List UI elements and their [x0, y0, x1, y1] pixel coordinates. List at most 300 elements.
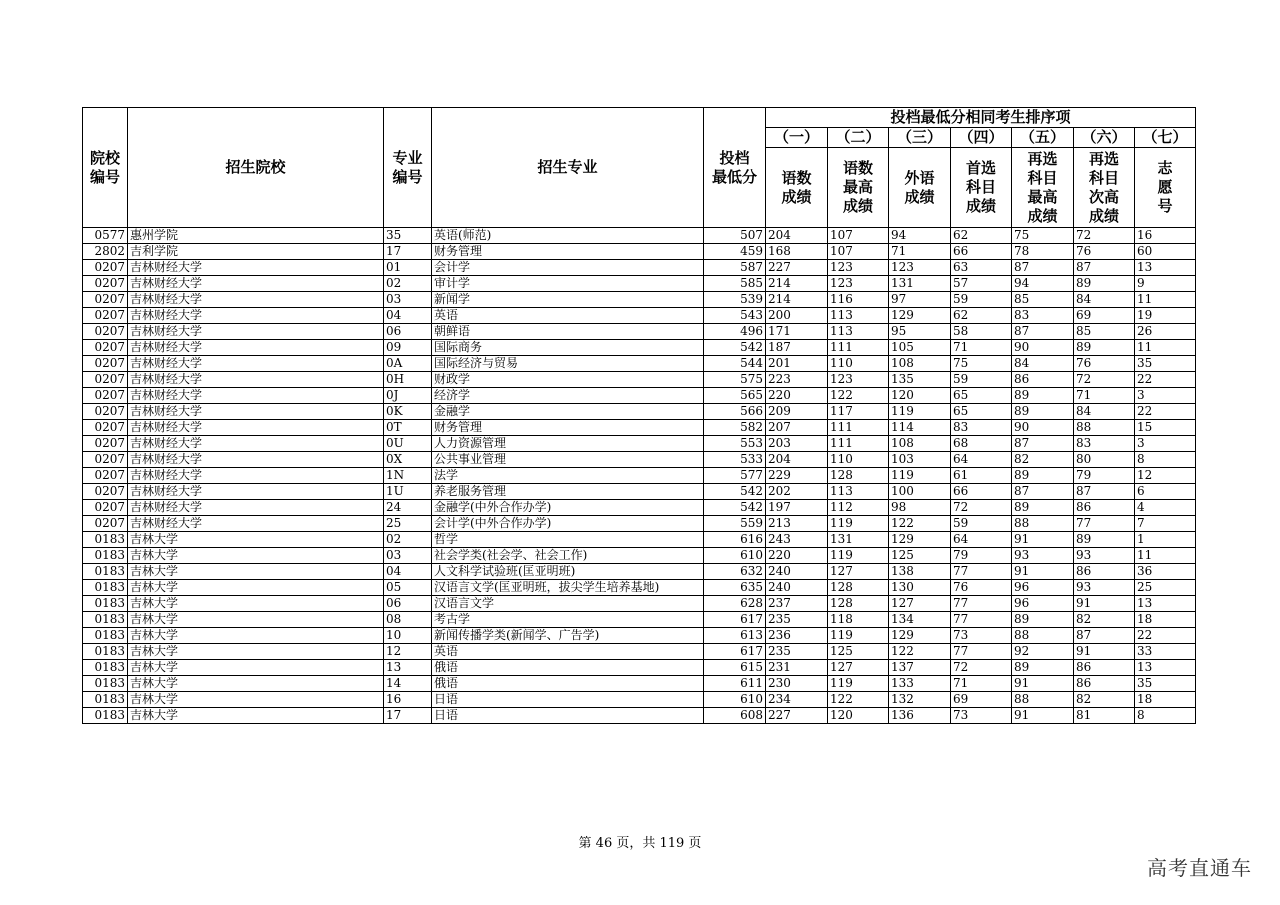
cell-major-name: 国际经济与贸易: [432, 356, 704, 372]
cell-major-code: 25: [384, 516, 432, 532]
cell-sort-4: 72: [951, 660, 1012, 676]
cell-sort-1: 204: [766, 228, 828, 244]
cell-school-code: 0183: [83, 564, 128, 580]
cell-sort-4: 72: [951, 500, 1012, 516]
cell-sort-2: 119: [828, 676, 889, 692]
cell-sort-3: 97: [889, 292, 951, 308]
cell-sort-5: 84: [1012, 356, 1074, 372]
cell-sort-1: 230: [766, 676, 828, 692]
cell-sort-7: 19: [1135, 308, 1196, 324]
cell-min-score: 542: [704, 340, 766, 356]
cell-sort-6: 72: [1074, 372, 1135, 388]
cell-sort-4: 63: [951, 260, 1012, 276]
cell-sort-5: 86: [1012, 372, 1074, 388]
cell-sort-1: 203: [766, 436, 828, 452]
table-row: [83, 372, 1196, 388]
cell-sort-2: 116: [828, 292, 889, 308]
cell-school-code: 0183: [83, 660, 128, 676]
header-sort-number: （五）: [1012, 128, 1074, 148]
cell-min-score: 613: [704, 628, 766, 644]
cell-sort-1: 213: [766, 516, 828, 532]
cell-school-name: 吉林财经大学: [128, 324, 384, 340]
table-row: [83, 484, 1196, 500]
cell-sort-7: 8: [1135, 452, 1196, 468]
cell-school-name: 吉林大学: [128, 612, 384, 628]
cell-school-code: 0183: [83, 692, 128, 708]
header-sort-label-line: 科目: [1088, 168, 1119, 187]
cell-sort-3: 125: [889, 548, 951, 564]
cell-school-code: 0183: [83, 628, 128, 644]
cell-sort-5: 88: [1012, 692, 1074, 708]
cell-sort-3: 119: [889, 468, 951, 484]
cell-major-code: 01: [384, 260, 432, 276]
cell-sort-3: 108: [889, 436, 951, 452]
cell-min-score: 542: [704, 500, 766, 516]
cell-sort-3: 71: [889, 244, 951, 260]
header-sort-label-line: 号: [1157, 197, 1173, 215]
header-school-code-line2: 编号: [89, 167, 120, 186]
cell-sort-7: 22: [1135, 404, 1196, 420]
cell-sort-5: 89: [1012, 468, 1074, 484]
cell-sort-4: 77: [951, 564, 1012, 580]
cell-sort-1: 209: [766, 404, 828, 420]
table-row: [83, 436, 1196, 452]
cell-sort-2: 107: [828, 228, 889, 244]
cell-sort-5: 89: [1012, 500, 1074, 516]
cell-sort-3: 133: [889, 676, 951, 692]
cell-sort-1: 227: [766, 260, 828, 276]
cell-min-score: 459: [704, 244, 766, 260]
table-row: [83, 404, 1196, 420]
cell-school-name: 吉林大学: [128, 596, 384, 612]
cell-sort-1: 168: [766, 244, 828, 260]
header-sort-label: [766, 148, 828, 228]
cell-school-name: 吉利学院: [128, 244, 384, 260]
cell-sort-3: 103: [889, 452, 951, 468]
header-sort-label-line: 外语: [904, 168, 935, 187]
cell-major-name: 英语: [432, 308, 704, 324]
header-sort-number: （六）: [1074, 128, 1135, 148]
cell-school-code: 0207: [83, 468, 128, 484]
cell-sort-4: 83: [951, 420, 1012, 436]
header-sort-label-line: 语数: [842, 159, 873, 177]
cell-major-code: 1N: [384, 468, 432, 484]
cell-sort-7: 26: [1135, 324, 1196, 340]
cell-sort-3: 123: [889, 260, 951, 276]
table-row: [83, 532, 1196, 548]
cell-sort-6: 91: [1074, 644, 1135, 660]
cell-major-name: 审计学: [432, 276, 704, 292]
cell-major-name: 英语(师范): [432, 228, 704, 244]
cell-sort-4: 65: [951, 388, 1012, 404]
cell-sort-7: 3: [1135, 436, 1196, 452]
cell-school-name: 吉林财经大学: [128, 388, 384, 404]
header-sort-label-line: 科目: [965, 178, 996, 196]
cell-sort-1: 214: [766, 276, 828, 292]
cell-min-score: 575: [704, 372, 766, 388]
cell-school-code: 0207: [83, 292, 128, 308]
cell-sort-3: 129: [889, 532, 951, 548]
cell-sort-1: 201: [766, 356, 828, 372]
cell-sort-4: 64: [951, 532, 1012, 548]
cell-sort-1: 204: [766, 452, 828, 468]
header-sort-label: [828, 148, 889, 228]
table-row: [83, 612, 1196, 628]
cell-sort-4: 79: [951, 548, 1012, 564]
cell-sort-1: 231: [766, 660, 828, 676]
cell-major-code: 35: [384, 228, 432, 244]
cell-sort-3: 120: [889, 388, 951, 404]
cell-school-name: 吉林财经大学: [128, 516, 384, 532]
cell-major-code: 09: [384, 340, 432, 356]
cell-school-code: 0183: [83, 644, 128, 660]
cell-sort-1: 237: [766, 596, 828, 612]
cell-sort-6: 80: [1074, 452, 1135, 468]
cell-sort-6: 69: [1074, 308, 1135, 324]
cell-school-code: 0183: [83, 612, 128, 628]
cell-school-name: 吉林财经大学: [128, 468, 384, 484]
cell-sort-5: 88: [1012, 516, 1074, 532]
cell-sort-7: 11: [1135, 292, 1196, 308]
cell-sort-6: 76: [1074, 356, 1135, 372]
cell-sort-3: 98: [889, 500, 951, 516]
cell-sort-4: 77: [951, 612, 1012, 628]
cell-major-name: 金融学(中外合作办学): [432, 500, 704, 516]
cell-sort-2: 110: [828, 452, 889, 468]
cell-major-name: 英语: [432, 644, 704, 660]
cell-sort-2: 111: [828, 420, 889, 436]
cell-major-code: 0J: [384, 388, 432, 404]
cell-major-name: 哲学: [432, 532, 704, 548]
cell-major-code: 03: [384, 548, 432, 564]
cell-sort-5: 89: [1012, 660, 1074, 676]
cell-sort-1: 235: [766, 644, 828, 660]
cell-sort-3: 132: [889, 692, 951, 708]
cell-major-name: 考古学: [432, 612, 704, 628]
cell-major-code: 10: [384, 628, 432, 644]
cell-sort-2: 119: [828, 628, 889, 644]
cell-sort-4: 59: [951, 292, 1012, 308]
cell-min-score: 496: [704, 324, 766, 340]
cell-sort-4: 73: [951, 628, 1012, 644]
cell-sort-6: 71: [1074, 388, 1135, 404]
cell-sort-6: 87: [1074, 260, 1135, 276]
cell-sort-5: 89: [1012, 612, 1074, 628]
cell-school-name: 吉林财经大学: [128, 372, 384, 388]
cell-sort-3: 119: [889, 404, 951, 420]
cell-sort-5: 92: [1012, 644, 1074, 660]
cell-major-code: 0A: [384, 356, 432, 372]
cell-sort-4: 66: [951, 484, 1012, 500]
table-row: [83, 420, 1196, 436]
header-school-name: 招生院校: [128, 108, 384, 228]
header-sort-group: 投档最低分相同考生排序项: [766, 108, 1196, 128]
cell-sort-6: 88: [1074, 420, 1135, 436]
cell-sort-5: 93: [1012, 548, 1074, 564]
cell-min-score: 577: [704, 468, 766, 484]
header-sort-label-line: 志: [1157, 159, 1173, 177]
cell-sort-5: 82: [1012, 452, 1074, 468]
cell-school-name: 吉林财经大学: [128, 276, 384, 292]
cell-sort-3: 136: [889, 708, 951, 724]
table-row: [83, 548, 1196, 564]
cell-min-score: 559: [704, 516, 766, 532]
table-row: [83, 228, 1196, 244]
cell-min-score: 616: [704, 532, 766, 548]
header-major-name: 招生专业: [432, 108, 704, 228]
cell-major-name: 俄语: [432, 660, 704, 676]
table-row: [83, 676, 1196, 692]
cell-sort-4: 76: [951, 580, 1012, 596]
cell-sort-7: 13: [1135, 660, 1196, 676]
cell-major-code: 06: [384, 596, 432, 612]
cell-school-name: 吉林财经大学: [128, 484, 384, 500]
cell-sort-1: 197: [766, 500, 828, 516]
cell-sort-1: 171: [766, 324, 828, 340]
cell-sort-2: 107: [828, 244, 889, 260]
cell-school-code: 0183: [83, 676, 128, 692]
cell-school-code: 0207: [83, 452, 128, 468]
cell-sort-5: 78: [1012, 244, 1074, 260]
cell-sort-2: 113: [828, 484, 889, 500]
cell-sort-4: 71: [951, 676, 1012, 692]
cell-sort-7: 12: [1135, 468, 1196, 484]
cell-sort-2: 123: [828, 372, 889, 388]
cell-min-score: 628: [704, 596, 766, 612]
cell-sort-1: 234: [766, 692, 828, 708]
cell-school-name: 吉林大学: [128, 692, 384, 708]
cell-min-score: 585: [704, 276, 766, 292]
cell-major-name: 经济学: [432, 388, 704, 404]
cell-sort-4: 68: [951, 436, 1012, 452]
cell-sort-3: 105: [889, 340, 951, 356]
cell-major-name: 公共事业管理: [432, 452, 704, 468]
cell-sort-6: 79: [1074, 468, 1135, 484]
cell-sort-3: 114: [889, 420, 951, 436]
cell-major-name: 养老服务管理: [432, 484, 704, 500]
cell-sort-1: 207: [766, 420, 828, 436]
cell-sort-6: 82: [1074, 692, 1135, 708]
cell-sort-6: 86: [1074, 676, 1135, 692]
cell-school-name: 吉林财经大学: [128, 308, 384, 324]
cell-sort-7: 13: [1135, 260, 1196, 276]
cell-school-name: 吉林财经大学: [128, 452, 384, 468]
table-row: [83, 500, 1196, 516]
cell-sort-6: 86: [1074, 564, 1135, 580]
cell-school-code: 0207: [83, 404, 128, 420]
header-sort-label-line: 科目: [1027, 168, 1058, 187]
table-row: [83, 452, 1196, 468]
cell-major-code: 1U: [384, 484, 432, 500]
header-sort-number: （四）: [951, 128, 1012, 148]
cell-sort-2: 123: [828, 260, 889, 276]
cell-sort-7: 8: [1135, 708, 1196, 724]
cell-major-name: 社会学类(社会学、社会工作): [432, 548, 704, 564]
cell-major-name: 俄语: [432, 676, 704, 692]
admission-score-table: [82, 107, 1196, 724]
cell-sort-1: 240: [766, 564, 828, 580]
cell-major-code: 12: [384, 644, 432, 660]
cell-sort-7: 22: [1135, 372, 1196, 388]
cell-school-name: 吉林大学: [128, 660, 384, 676]
cell-sort-4: 62: [951, 308, 1012, 324]
cell-school-name: 吉林大学: [128, 676, 384, 692]
cell-sort-6: 84: [1074, 292, 1135, 308]
cell-school-name: 吉林大学: [128, 708, 384, 724]
cell-sort-4: 71: [951, 340, 1012, 356]
cell-sort-3: 108: [889, 356, 951, 372]
cell-major-code: 14: [384, 676, 432, 692]
cell-major-name: 法学: [432, 468, 704, 484]
cell-sort-6: 89: [1074, 276, 1135, 292]
cell-sort-4: 75: [951, 356, 1012, 372]
cell-school-name: 吉林财经大学: [128, 404, 384, 420]
table-row: [83, 564, 1196, 580]
cell-school-name: 吉林财经大学: [128, 436, 384, 452]
header-sort-label-line: 成绩: [781, 187, 812, 206]
header-sort-label: [1074, 148, 1135, 228]
cell-sort-6: 93: [1074, 580, 1135, 596]
header-sort-label-line: 最高: [842, 178, 873, 196]
cell-major-name: 人文科学试验班(匡亚明班): [432, 564, 704, 580]
cell-sort-3: 94: [889, 228, 951, 244]
cell-sort-6: 76: [1074, 244, 1135, 260]
cell-min-score: 582: [704, 420, 766, 436]
cell-sort-3: 130: [889, 580, 951, 596]
cell-sort-3: 135: [889, 372, 951, 388]
cell-sort-1: 200: [766, 308, 828, 324]
cell-min-score: 617: [704, 644, 766, 660]
cell-sort-5: 87: [1012, 324, 1074, 340]
cell-major-code: 05: [384, 580, 432, 596]
cell-school-code: 2802: [83, 244, 128, 260]
header-sort-number: （一）: [766, 128, 828, 148]
cell-sort-1: 227: [766, 708, 828, 724]
cell-sort-6: 89: [1074, 532, 1135, 548]
cell-sort-4: 57: [951, 276, 1012, 292]
cell-min-score: 507: [704, 228, 766, 244]
table-row: [83, 388, 1196, 404]
table-row: [83, 644, 1196, 660]
cell-sort-1: 187: [766, 340, 828, 356]
header-sort-label-line: 愿: [1157, 178, 1173, 196]
header-sort-label-line: 成绩: [1027, 206, 1058, 225]
cell-major-code: 03: [384, 292, 432, 308]
header-sort-label: [1012, 148, 1074, 228]
table-row: [83, 308, 1196, 324]
cell-major-name: 新闻传播学类(新闻学、广告学): [432, 628, 704, 644]
cell-school-name: 吉林大学: [128, 532, 384, 548]
cell-sort-2: 119: [828, 516, 889, 532]
header-sort-label-line: 成绩: [965, 197, 996, 215]
header-sort-number: （二）: [828, 128, 889, 148]
cell-sort-6: 86: [1074, 660, 1135, 676]
cell-sort-1: 214: [766, 292, 828, 308]
cell-school-code: 0207: [83, 500, 128, 516]
cell-sort-6: 93: [1074, 548, 1135, 564]
table-row: [83, 276, 1196, 292]
table-row: [83, 692, 1196, 708]
cell-sort-6: 84: [1074, 404, 1135, 420]
cell-sort-4: 77: [951, 644, 1012, 660]
table-row: [83, 292, 1196, 308]
cell-sort-5: 89: [1012, 404, 1074, 420]
cell-major-name: 人力资源管理: [432, 436, 704, 452]
cell-sort-2: 113: [828, 308, 889, 324]
cell-sort-4: 59: [951, 372, 1012, 388]
cell-school-name: 吉林财经大学: [128, 500, 384, 516]
cell-sort-6: 82: [1074, 612, 1135, 628]
header-major-code-line2: 编号: [392, 167, 423, 186]
cell-major-code: 04: [384, 308, 432, 324]
cell-school-code: 0183: [83, 596, 128, 612]
cell-school-name: 吉林财经大学: [128, 340, 384, 356]
cell-min-score: 565: [704, 388, 766, 404]
cell-sort-4: 73: [951, 708, 1012, 724]
cell-school-name: 吉林大学: [128, 644, 384, 660]
cell-sort-3: 129: [889, 628, 951, 644]
cell-school-code: 0207: [83, 308, 128, 324]
cell-major-code: 08: [384, 612, 432, 628]
cell-sort-4: 64: [951, 452, 1012, 468]
cell-sort-2: 128: [828, 468, 889, 484]
header-sort-label: [889, 148, 951, 228]
table-row: [83, 660, 1196, 676]
cell-major-name: 汉语言文学: [432, 596, 704, 612]
cell-sort-1: 240: [766, 580, 828, 596]
cell-min-score: 611: [704, 676, 766, 692]
cell-sort-7: 60: [1135, 244, 1196, 260]
cell-school-code: 0207: [83, 388, 128, 404]
cell-major-code: 17: [384, 244, 432, 260]
cell-sort-6: 85: [1074, 324, 1135, 340]
cell-school-name: 吉林大学: [128, 580, 384, 596]
cell-sort-3: 129: [889, 308, 951, 324]
header-sort-label-line: 首选: [965, 159, 996, 177]
cell-min-score: 635: [704, 580, 766, 596]
cell-major-code: 02: [384, 532, 432, 548]
cell-school-code: 0183: [83, 532, 128, 548]
cell-sort-5: 96: [1012, 596, 1074, 612]
cell-major-name: 汉语言文学(匡亚明班，拔尖学生培养基地): [432, 580, 704, 596]
cell-sort-5: 94: [1012, 276, 1074, 292]
cell-sort-7: 4: [1135, 500, 1196, 516]
cell-sort-2: 125: [828, 644, 889, 660]
cell-sort-2: 122: [828, 692, 889, 708]
cell-sort-7: 22: [1135, 628, 1196, 644]
cell-sort-7: 35: [1135, 676, 1196, 692]
header-sort-label: [1135, 148, 1196, 228]
cell-sort-2: 123: [828, 276, 889, 292]
cell-school-name: 吉林大学: [128, 548, 384, 564]
cell-sort-7: 16: [1135, 228, 1196, 244]
table-row: [83, 260, 1196, 276]
cell-sort-6: 89: [1074, 340, 1135, 356]
header-sort-label-line: 成绩: [1088, 206, 1119, 225]
cell-sort-2: 122: [828, 388, 889, 404]
table-row: [83, 708, 1196, 724]
cell-sort-2: 120: [828, 708, 889, 724]
header-major-code-line1: 专业: [392, 148, 423, 167]
cell-sort-5: 88: [1012, 628, 1074, 644]
table-row: [83, 340, 1196, 356]
table-row: [83, 580, 1196, 596]
cell-sort-6: 81: [1074, 708, 1135, 724]
cell-sort-5: 96: [1012, 580, 1074, 596]
cell-sort-5: 89: [1012, 388, 1074, 404]
cell-sort-6: 72: [1074, 228, 1135, 244]
cell-sort-7: 15: [1135, 420, 1196, 436]
